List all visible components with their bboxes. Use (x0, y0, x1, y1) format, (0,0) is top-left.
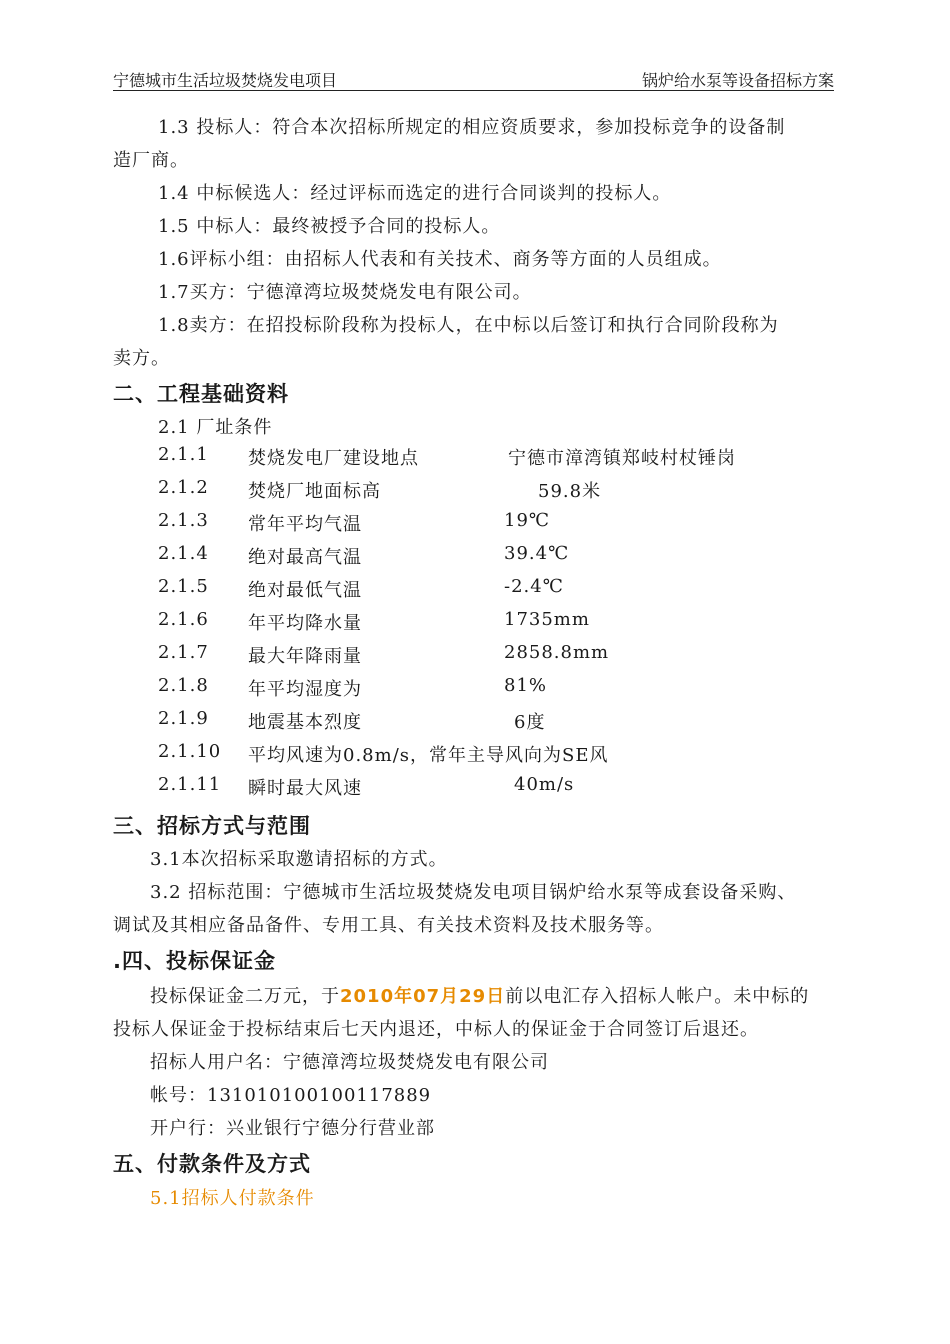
section-3-heading: 三、招标方式与范围 (113, 814, 311, 838)
header-document-title: 锅炉给水泵等设备招标方案 (641, 71, 834, 90)
site-condition-value: 59.8米 (538, 481, 602, 502)
deposit-line-1 (150, 980, 870, 1013)
clause-1-3: 1.3 投标人：符合本次招标所规定的相应资质要求，参加投标竞争的设备制 (158, 117, 786, 138)
page-header (113, 66, 834, 91)
clause-1-5: 1.5 中标人：最终被授予合同的投标人。 (158, 216, 501, 237)
clause-1-7: 1.7买方：宁德漳湾垃圾焚烧发电有限公司。 (158, 282, 532, 303)
deposit-text-pre: 投标保证金二万元，于 (150, 986, 340, 1007)
site-condition-label: 绝对最低气温 (248, 580, 362, 601)
site-condition-number: 2.1.10 (158, 741, 222, 762)
account-name: 招标人用户名：宁德漳湾垃圾焚烧发电有限公司 (150, 1052, 549, 1073)
site-condition-value: 宁德市漳湾镇郑岐村杖锤岗 (508, 448, 736, 469)
site-condition-number: 2.1.3 (158, 510, 209, 531)
site-condition-label: 地震基本烈度 (248, 712, 362, 733)
site-condition-number: 2.1.2 (158, 477, 209, 498)
site-condition-value: 39.4℃ (504, 543, 570, 564)
site-condition-label: 焚烧发电厂建设地点 (248, 448, 419, 469)
subsection-2-1: 2.1 厂址条件 (158, 417, 273, 438)
site-condition-number: 2.1.11 (158, 774, 222, 795)
site-condition-value: 6度 (514, 712, 546, 733)
site-condition-value: -2.4℃ (504, 576, 564, 597)
site-condition-label: 绝对最高气温 (248, 547, 362, 568)
site-condition-label: 年平均湿度为 (248, 679, 362, 700)
clause-3-2-cont: 调试及其相应备品备件、专用工具、有关技术资料及技术服务等。 (113, 915, 664, 936)
site-condition-value: 19℃ (504, 510, 551, 531)
site-condition-value: 81% (504, 675, 548, 696)
header-project-title: 宁德城市生活垃圾焚烧发电项目 (113, 71, 338, 90)
site-condition-label: 焚烧厂地面标高 (248, 481, 381, 502)
site-condition-number: 2.1.6 (158, 609, 209, 630)
section-2-heading: 二、工程基础资料 (113, 382, 289, 406)
clause-1-6: 1.6评标小组：由招标人代表和有关技术、商务等方面的人员组成。 (158, 249, 722, 270)
clause-1-8-cont: 卖方。 (113, 348, 170, 369)
clause-1-4: 1.4 中标候选人：经过评标而选定的进行合同谈判的投标人。 (158, 183, 672, 204)
bank-name: 开户行：兴业银行宁德分行营业部 (150, 1118, 435, 1139)
site-condition-value: 40m/s (514, 774, 575, 795)
site-condition-number: 2.1.5 (158, 576, 209, 597)
clause-1-3-cont: 造厂商。 (113, 150, 189, 171)
deposit-due-date: 2010年07月29日 (340, 986, 506, 1007)
clause-3-2: 3.2 招标范围：宁德城市生活垃圾焚烧发电项目锅炉给水泵等成套设备采购、 (150, 882, 797, 903)
site-condition-label: 平均风速为0.8m/s，常年主导风向为SE风 (248, 745, 609, 766)
site-condition-value: 2858.8mm (504, 642, 610, 663)
site-condition-number: 2.1.4 (158, 543, 209, 564)
subsection-5-1: 5.1招标人付款条件 (150, 1188, 315, 1209)
site-condition-number: 2.1.8 (158, 675, 209, 696)
deposit-line-2: 投标人保证金于投标结束后七天内退还，中标人的保证金于合同签订后退还。 (113, 1019, 759, 1040)
site-condition-label: 常年平均气温 (248, 514, 362, 535)
site-condition-label: 瞬时最大风速 (248, 778, 362, 799)
section-5-heading: 五、付款条件及方式 (113, 1152, 311, 1176)
site-condition-number: 2.1.9 (158, 708, 209, 729)
section-4-heading: .四、投标保证金 (113, 949, 276, 973)
account-number: 帐号：131010100100117889 (150, 1085, 432, 1106)
clause-3-1: 3.1本次招标采取邀请招标的方式。 (150, 849, 448, 870)
site-condition-label: 年平均降水量 (248, 613, 362, 634)
site-condition-number: 2.1.1 (158, 444, 209, 465)
site-condition-value: 1735mm (504, 609, 590, 630)
deposit-text-post: 前以电汇存入招标人帐户。未中标的 (505, 986, 810, 1007)
site-condition-label: 最大年降雨量 (248, 646, 362, 667)
clause-1-8: 1.8卖方：在招投标阶段称为投标人，在中标以后签订和执行合同阶段称为 (158, 315, 779, 336)
site-condition-number: 2.1.7 (158, 642, 209, 663)
